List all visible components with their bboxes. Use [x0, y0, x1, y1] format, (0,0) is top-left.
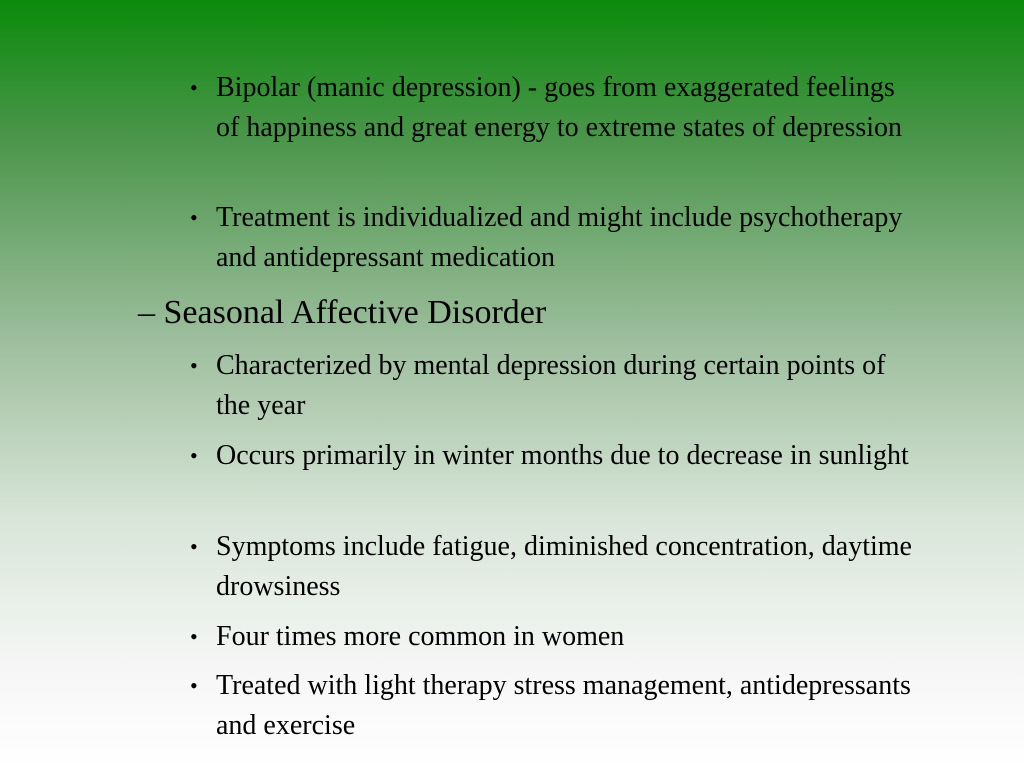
- bullet-dot: •: [190, 624, 198, 649]
- bullet-text: Four times more common in women: [216, 621, 625, 652]
- bullet-symptoms: [190, 527, 920, 607]
- bullet-characterized: [190, 346, 920, 426]
- bullet-treated: [190, 666, 920, 746]
- bullet-dot: •: [190, 673, 198, 698]
- bullet-treatment: [190, 198, 920, 278]
- bullet-women: [190, 617, 920, 657]
- bullet-text: Treatment is individualized and might include psychotherapy and antidepressant medication: [216, 202, 903, 273]
- bullet-winter-months: [190, 436, 920, 476]
- bullet-text: Treated with light therapy stress management, antidepressants and exercise: [216, 670, 911, 741]
- bullet-bipolar: [190, 68, 920, 148]
- bullet-text: Characterized by mental depression during certain points of the year: [216, 350, 886, 421]
- bullet-dot: •: [190, 353, 198, 378]
- bullet-dot: •: [190, 534, 198, 559]
- bullet-text: Bipolar (manic depression) - goes from exaggerated feelings of happiness and great energy to extreme states of depression: [216, 72, 903, 143]
- bullet-dot: •: [190, 205, 198, 230]
- bullet-text: Occurs primarily in winter months due to decrease in sunlight: [216, 440, 909, 471]
- subheading-seasonal-affective-disorder: – Seasonal Affective Disorder: [138, 294, 547, 331]
- bullet-text: Symptoms include fatigue, diminished concentration, daytime drowsiness: [216, 531, 912, 602]
- bullet-dot: •: [190, 75, 198, 100]
- bullet-dot: •: [190, 443, 198, 468]
